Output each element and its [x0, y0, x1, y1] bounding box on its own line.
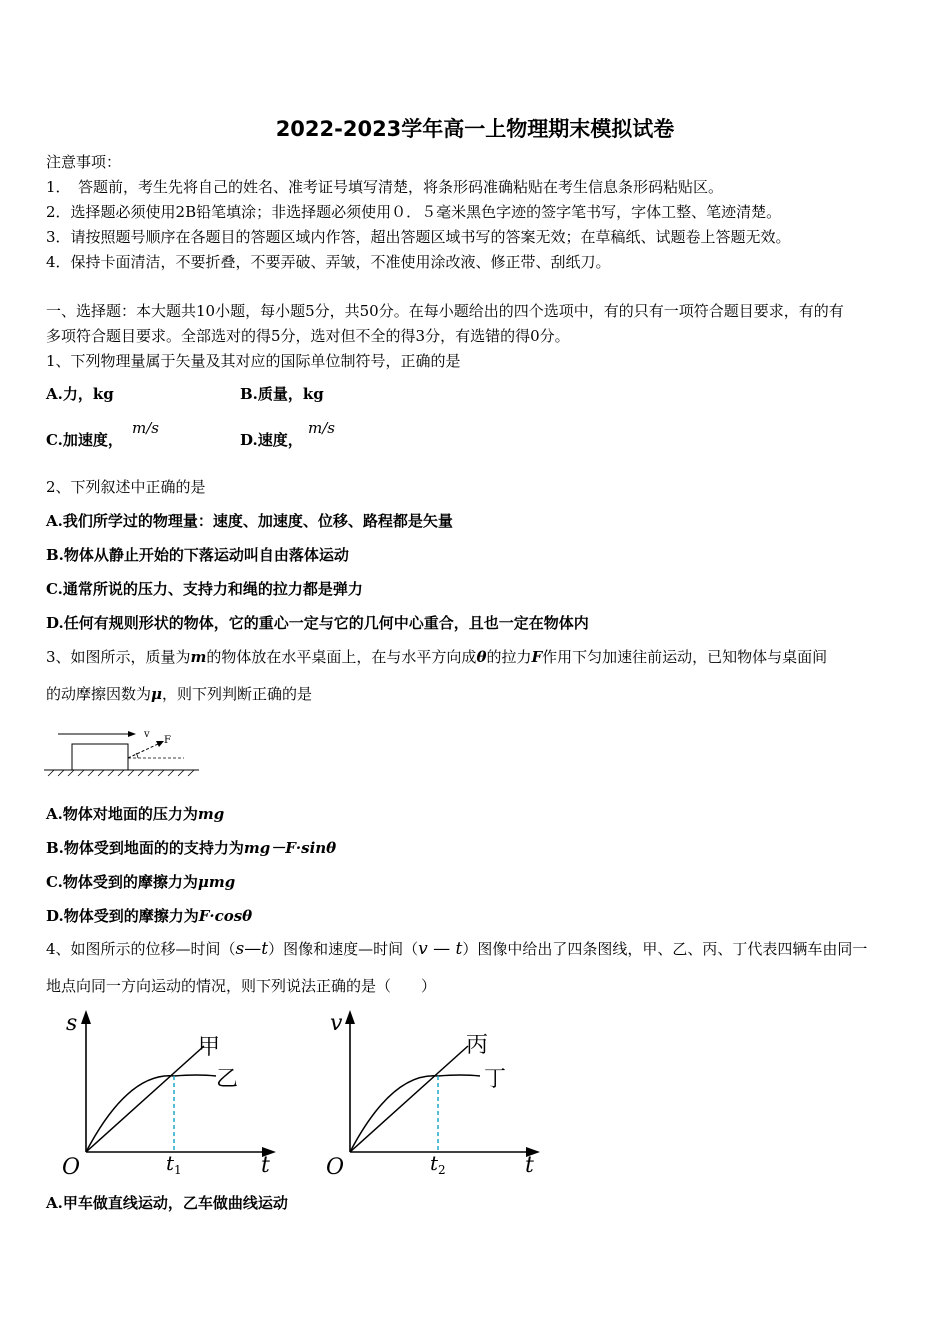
force-arrow — [128, 744, 158, 758]
section-instruction: 一、选择题：本大题共10小题，每小题5分，共50分。在每小题给出的四个选项中，有的只有一项符合题目要求，有的有 — [46, 302, 844, 320]
q3-option-d-expr: F·cosθ — [198, 907, 253, 925]
q3-option-a-label: A.物体对地面的压力为 — [46, 805, 198, 823]
notice-item: 1． 答题前，考生先将自己的姓名、准考证号填写清楚，将条形码准确粘贴在考生信息条形码粘贴区。 — [46, 178, 724, 196]
velocity-arrowhead — [128, 731, 136, 737]
vt-y-axis-arrowhead — [345, 1010, 355, 1024]
vt-label-bing: 丙 — [466, 1033, 489, 1058]
q2-option-b: B.物体从静止开始的下落运动叫自由落体运动 — [46, 546, 349, 564]
q3-option-c-label: C.物体受到的摩擦力为 — [46, 873, 198, 891]
st-label-yi: 乙 — [216, 1067, 239, 1092]
q3-option-d-label: D.物体受到的摩擦力为 — [46, 907, 199, 925]
notice-item: 2．选择题必须使用2B铅笔填涂；非选择题必须使用０．５毫米黑色字迹的签字笔书写，字体工整、笔迹清楚。 — [46, 203, 782, 221]
page-title: 2022-2023学年高一上物理期末模拟试卷 — [275, 117, 675, 141]
st-label-jia: 甲 — [198, 1035, 221, 1060]
q4-stem-text: 4、如图所示的位移—时间（ — [46, 940, 236, 958]
q3-option-d — [46, 907, 252, 925]
st-y-label: s — [66, 1011, 78, 1036]
q1-option-d: D.速度， — [240, 431, 303, 449]
vt-graph — [322, 1010, 554, 1180]
q3-stem-text: 的动摩擦因数为 — [46, 685, 152, 703]
vt-tick-t2-subscript: 2 — [438, 1163, 446, 1177]
force-label: F — [164, 735, 171, 746]
q1-option-b: B.质量，kg — [240, 385, 324, 403]
st-tick-t1: t — [166, 1151, 175, 1175]
vt-origin-label: O — [326, 1155, 345, 1180]
q3-option-a — [46, 805, 224, 823]
st-x-label: t — [261, 1153, 270, 1178]
vt-tick-t2: t — [430, 1151, 439, 1175]
vt-x-label: t — [525, 1153, 534, 1178]
q4-stem-text: ）图像中给出了四条图线，甲、乙、丙、丁代表四辆车由同一 — [462, 940, 868, 958]
question-1-stem: 1、下列物理量属于矢量及其对应的国际单位制符号，正确的是 — [46, 352, 461, 370]
q2-option-a: A.我们所学过的物理量：速度、加速度、位移、路程都是矢量 — [46, 512, 453, 530]
q4-st-notation: s—t — [235, 939, 269, 959]
st-y-axis-arrowhead — [81, 1010, 91, 1024]
q1-option-c: C.加速度， — [46, 431, 123, 449]
question-4-stem-line2: 地点向同一方向运动的情况，则下列说法正确的是（ ） — [46, 977, 437, 995]
q3-block-figure — [44, 722, 204, 780]
question-3-stem-line2 — [46, 685, 312, 703]
q3-var-m: m — [190, 648, 207, 666]
vt-label-ding: 丁 — [484, 1067, 507, 1092]
question-2-stem: 2、下列叙述中正确的是 — [46, 478, 206, 496]
q4-stem-text: ）图像和速度—时间（ — [268, 940, 419, 958]
q3-stem-text: 3、如图所示，质量为 — [46, 648, 191, 666]
q1-option-a: A.力，kg — [46, 385, 114, 403]
q3-option-a-expr: mg — [197, 805, 225, 823]
q3-var-mu: μ — [151, 685, 162, 703]
q3-stem-text: ，则下列判断正确的是 — [162, 685, 313, 703]
st-graph — [58, 1010, 290, 1180]
q3-stem-text: 的拉力 — [486, 648, 532, 666]
vt-curve-ding — [350, 1075, 480, 1152]
q3-option-b — [46, 839, 336, 857]
velocity-label: v — [144, 729, 150, 740]
st-curve-yi — [86, 1075, 216, 1152]
vt-line-bing — [350, 1046, 468, 1152]
q3-option-b-expr: mg－F·sinθ — [243, 839, 337, 857]
question-3-stem-line1 — [46, 648, 827, 666]
q2-option-d: D.任何有规则形状的物体，它的重心一定与它的几何中心重合，且也一定在物体内 — [46, 614, 589, 632]
q3-option-c — [46, 873, 235, 891]
section-instruction: 多项符合题目要求。全部选对的得5分，选对但不全的得3分，有选错的得0分。 — [46, 327, 570, 345]
block — [72, 744, 128, 770]
q3-stem-text: 作用下匀加速往前运动，已知物体与桌面间 — [542, 648, 828, 666]
notice-heading: 注意事项： — [46, 153, 122, 171]
q3-var-F: F — [531, 648, 543, 666]
notice-item: 4．保持卡面清洁，不要折叠，不要弄破、弄皱，不准使用涂改液、修正带、刮纸刀。 — [46, 253, 611, 271]
q4-option-a: A.甲车做直线运动，乙车做曲线运动 — [46, 1194, 288, 1212]
ground-hatching — [48, 770, 194, 776]
q1-option-c-unit: m/s — [132, 419, 159, 437]
q3-option-b-label: B.物体受到地面的的支持力为 — [46, 839, 244, 857]
q4-vt-notation: v — t — [418, 939, 463, 959]
q3-stem-text: 的物体放在水平桌面上，在与水平方向成 — [206, 648, 477, 666]
notice-item: 3．请按照题号顺序在各题目的答题区域内作答，超出答题区域书写的答案无效；在草稿纸、试题卷上答题无效。 — [46, 228, 791, 246]
st-tick-t1-subscript: 1 — [174, 1163, 182, 1177]
st-line-jia — [86, 1046, 204, 1152]
vt-y-label: v — [330, 1011, 343, 1036]
st-origin-label: O — [62, 1155, 81, 1180]
q2-option-c: C.通常所说的压力、支持力和绳的拉力都是弹力 — [46, 580, 363, 598]
question-4-stem-line1 — [46, 940, 867, 958]
q3-option-c-expr: μmg — [197, 873, 236, 891]
q3-var-theta: θ — [476, 648, 487, 666]
q1-option-d-unit: m/s — [308, 419, 335, 437]
